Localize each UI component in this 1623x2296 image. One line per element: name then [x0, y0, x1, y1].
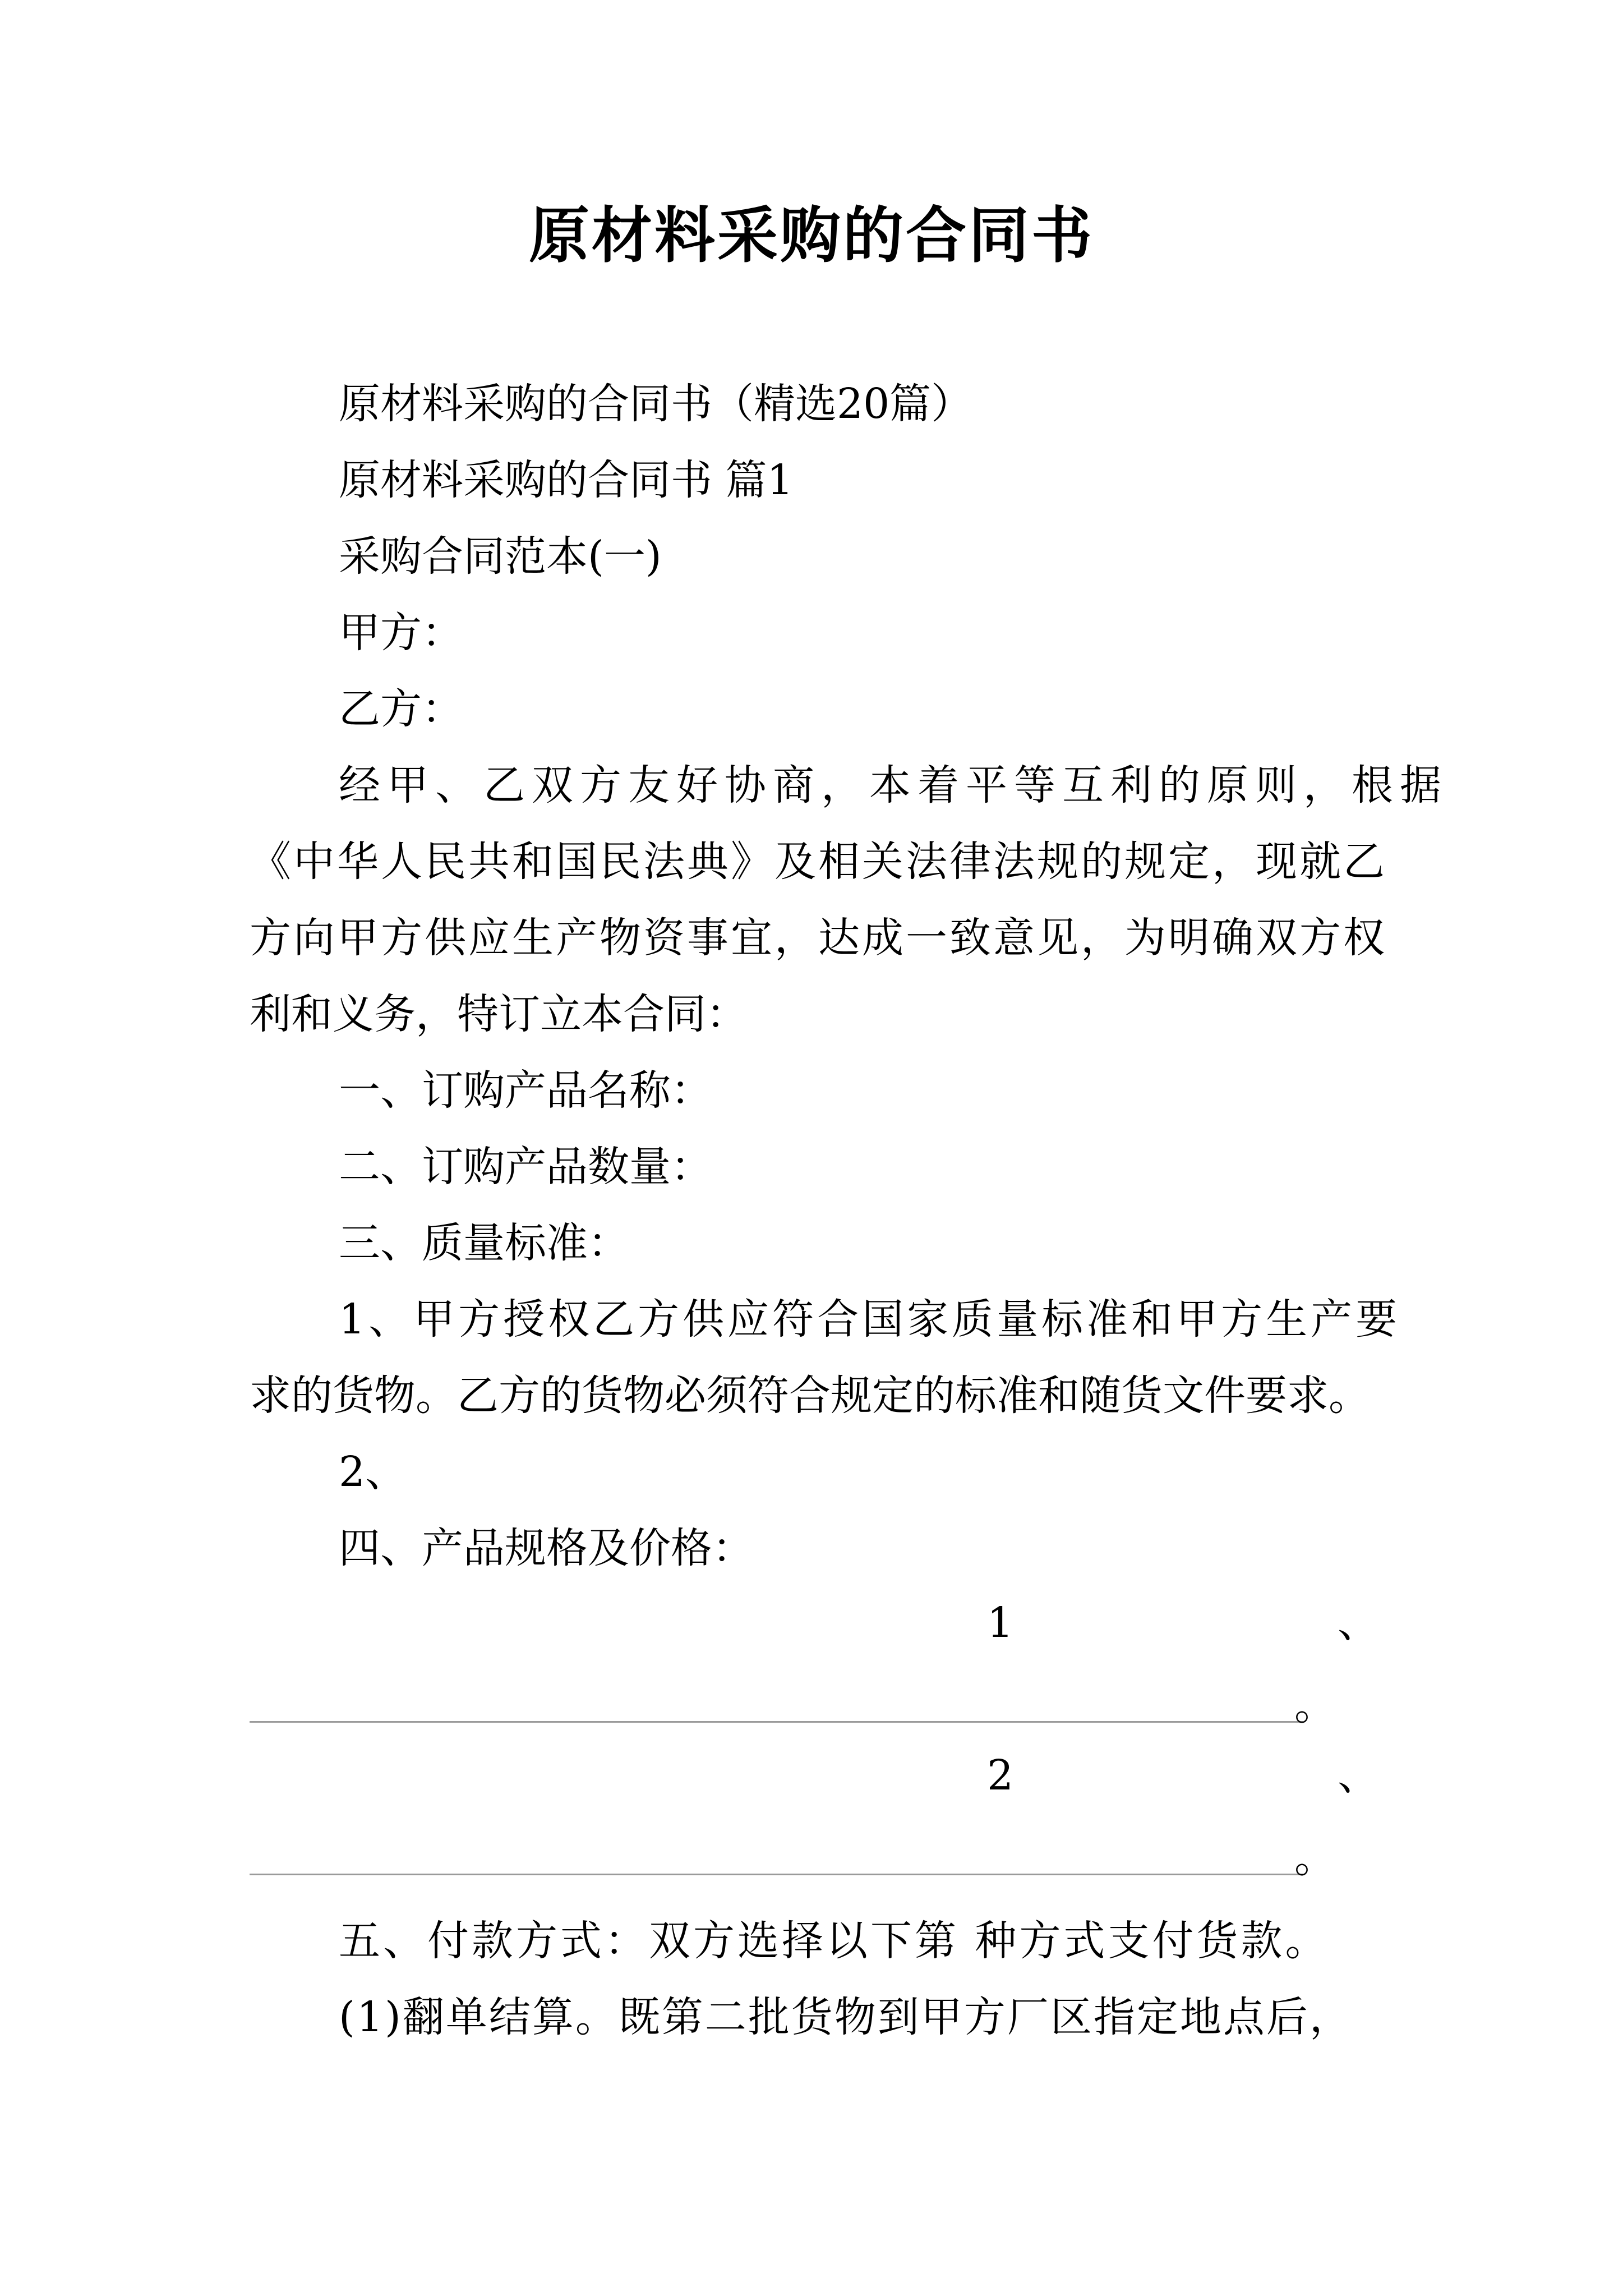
party-a-label: 甲方： — [339, 609, 463, 657]
item-product-name: 一、订购产品名称： — [339, 1066, 712, 1115]
sample-heading: 采购合同范本(一) — [339, 532, 662, 581]
preamble-line-3: 方向甲方供应生产物资事宜，达成一致意见，为明确双方权 — [250, 914, 1387, 962]
item-payment-method: 五、付款方式：双方选择以下第 种方式支付货款。 — [339, 1917, 1330, 1965]
item-product-quantity: 二、订购产品数量： — [339, 1143, 712, 1191]
spec-row-2-end: 。 — [1294, 1834, 1336, 1882]
preamble-line-4: 利和义务，特订立本合同： — [250, 990, 748, 1038]
quality-line-1: 1、甲方授权乙方供应符合国家质量标准和甲方生产要 — [339, 1295, 1401, 1343]
payment-option-1: (1)翻单结算。既第二批货物到甲方厂区指定地点后， — [339, 1993, 1353, 2041]
spec-row-1-end: 。 — [1294, 1681, 1336, 1729]
preamble-text-1: 经甲、乙双方友好协商，本着平等互利的原则，根据 — [339, 761, 1448, 809]
spec-row-1-separator: 、 — [1338, 1599, 1379, 1647]
spec-row-2-separator: 、 — [1338, 1751, 1379, 1800]
document-subtitle: 原材料采购的合同书（精选20篇） — [339, 380, 973, 428]
spec-row-1-number: 1 — [987, 1599, 1014, 1647]
preamble-line-2: 《中华人民共和国民法典》及相关法律法规的规定，现就乙 — [250, 838, 1387, 886]
quality-item-2: 2、 — [339, 1448, 407, 1496]
party-b-label: 乙方： — [339, 685, 463, 733]
section-heading: 原材料采购的合同书 篇1 — [339, 456, 794, 504]
quality-line-2: 求的货物。乙方的货物必须符合规定的标准和随货文件要求。 — [250, 1372, 1370, 1420]
item-quality-standard: 三、质量标准： — [339, 1219, 629, 1267]
document-title: 原材料采购的合同书 — [528, 200, 1094, 271]
preamble-line-1 — [339, 754, 1448, 816]
spec-row-2-blank-line — [250, 1874, 1303, 1875]
spec-row-1-blank-line — [250, 1721, 1303, 1723]
spec-row-2-number: 2 — [987, 1751, 1014, 1800]
item-spec-price: 四、产品规格及价格： — [339, 1524, 754, 1572]
